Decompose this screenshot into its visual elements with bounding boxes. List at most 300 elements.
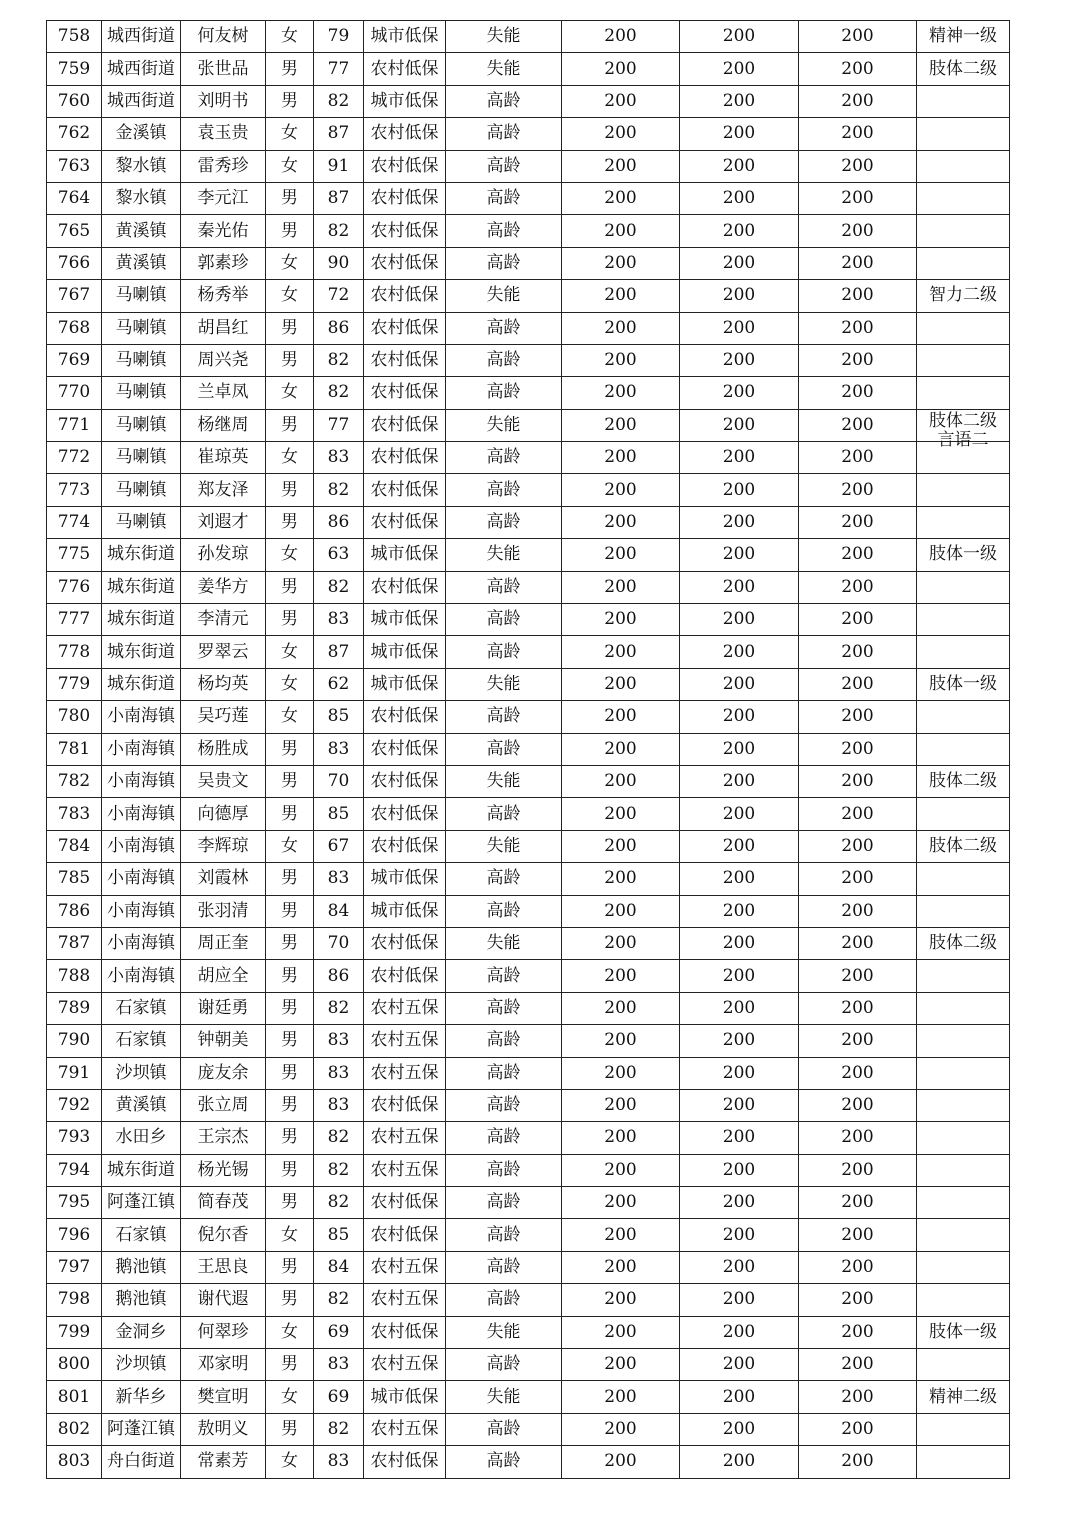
remark-cell: 肢体二级 [917, 927, 1010, 959]
table-row [47, 539, 1010, 571]
category-cell: 高龄 [446, 895, 562, 927]
row-number-cell: 785 [47, 863, 102, 895]
row-number-cell: 792 [47, 1089, 102, 1121]
name-cell: 吴贵文 [181, 765, 266, 797]
category-cell: 高龄 [446, 571, 562, 603]
amount-3-cell: 200 [799, 1446, 917, 1478]
amount-1-cell: 200 [562, 539, 680, 571]
remark-cell [917, 571, 1010, 603]
amount-3-cell: 200 [799, 1316, 917, 1348]
amount-2-cell: 200 [680, 830, 799, 862]
assistance-type-cell: 城市低保 [364, 85, 446, 117]
remark-cell: 肢体一级 [917, 539, 1010, 571]
table-body [47, 21, 1010, 1479]
sex-cell: 女 [266, 539, 314, 571]
amount-2-cell: 200 [680, 1251, 799, 1283]
name-cell: 崔琼英 [181, 442, 266, 474]
table-row [47, 409, 1010, 441]
amount-2-cell: 200 [680, 539, 799, 571]
amount-2-cell: 200 [680, 1284, 799, 1316]
age-cell: 63 [314, 539, 364, 571]
name-cell: 李清元 [181, 604, 266, 636]
area-cell: 黄溪镇 [102, 247, 181, 279]
name-cell: 钟朝美 [181, 1025, 266, 1057]
row-number-cell: 798 [47, 1284, 102, 1316]
amount-3-cell: 200 [799, 960, 917, 992]
assistance-type-cell: 农村低保 [364, 960, 446, 992]
name-cell: 向德厚 [181, 798, 266, 830]
age-cell: 90 [314, 247, 364, 279]
sex-cell: 男 [266, 992, 314, 1024]
amount-1-cell: 200 [562, 21, 680, 53]
category-cell: 高龄 [446, 798, 562, 830]
category-cell: 失能 [446, 280, 562, 312]
sex-cell: 男 [266, 960, 314, 992]
sex-cell: 女 [266, 1316, 314, 1348]
name-cell: 刘遐才 [181, 506, 266, 538]
area-cell: 舟白街道 [102, 1446, 181, 1478]
row-number-cell: 759 [47, 53, 102, 85]
row-number-cell: 783 [47, 798, 102, 830]
row-number-cell: 796 [47, 1219, 102, 1251]
amount-3-cell: 200 [799, 830, 917, 862]
age-cell: 82 [314, 344, 364, 376]
amount-1-cell: 200 [562, 1349, 680, 1381]
assistance-type-cell: 农村五保 [364, 1349, 446, 1381]
table-row [47, 1122, 1010, 1154]
amount-1-cell: 200 [562, 1316, 680, 1348]
amount-2-cell: 200 [680, 247, 799, 279]
assistance-type-cell: 城市低保 [364, 636, 446, 668]
amount-3-cell: 200 [799, 150, 917, 182]
remark-cell [917, 85, 1010, 117]
sex-cell: 男 [266, 798, 314, 830]
row-number-cell: 795 [47, 1187, 102, 1219]
amount-3-cell: 200 [799, 1025, 917, 1057]
remark-cell [917, 215, 1010, 247]
age-cell: 77 [314, 53, 364, 85]
amount-1-cell: 200 [562, 182, 680, 214]
row-number-cell: 786 [47, 895, 102, 927]
age-cell: 82 [314, 377, 364, 409]
table-row [47, 150, 1010, 182]
sex-cell: 男 [266, 1284, 314, 1316]
table-row [47, 636, 1010, 668]
assistance-type-cell: 农村五保 [364, 1413, 446, 1445]
assistance-type-cell: 城市低保 [364, 604, 446, 636]
table-row [47, 312, 1010, 344]
row-number-cell: 762 [47, 118, 102, 150]
area-cell: 石家镇 [102, 1219, 181, 1251]
sex-cell: 男 [266, 733, 314, 765]
area-cell: 阿蓬江镇 [102, 1187, 181, 1219]
assistance-type-cell: 农村低保 [364, 765, 446, 797]
row-number-cell: 788 [47, 960, 102, 992]
amount-2-cell: 200 [680, 1349, 799, 1381]
age-cell: 91 [314, 150, 364, 182]
age-cell: 83 [314, 863, 364, 895]
category-cell: 高龄 [446, 1154, 562, 1186]
assistance-type-cell: 农村低保 [364, 182, 446, 214]
category-cell: 失能 [446, 1381, 562, 1413]
amount-3-cell: 200 [799, 733, 917, 765]
category-cell: 高龄 [446, 1089, 562, 1121]
area-cell: 小南海镇 [102, 927, 181, 959]
remark-cell [917, 1284, 1010, 1316]
amount-2-cell: 200 [680, 85, 799, 117]
table-row [47, 53, 1010, 85]
sex-cell: 女 [266, 150, 314, 182]
sex-cell: 女 [266, 1381, 314, 1413]
row-number-cell: 782 [47, 765, 102, 797]
assistance-type-cell: 农村五保 [364, 1251, 446, 1283]
amount-3-cell: 200 [799, 344, 917, 376]
amount-1-cell: 200 [562, 1122, 680, 1154]
amount-1-cell: 200 [562, 765, 680, 797]
amount-3-cell: 200 [799, 1057, 917, 1089]
remark-cell [917, 474, 1010, 506]
remark-cell [917, 863, 1010, 895]
age-cell: 82 [314, 1122, 364, 1154]
sex-cell: 男 [266, 312, 314, 344]
assistance-type-cell: 农村低保 [364, 830, 446, 862]
table-row [47, 1446, 1010, 1478]
sex-cell: 男 [266, 1154, 314, 1186]
sex-cell: 男 [266, 571, 314, 603]
name-cell: 李元江 [181, 182, 266, 214]
amount-2-cell: 200 [680, 215, 799, 247]
amount-1-cell: 200 [562, 53, 680, 85]
remark-cell: 肢体一级 [917, 1316, 1010, 1348]
age-cell: 70 [314, 927, 364, 959]
name-cell: 简春茂 [181, 1187, 266, 1219]
assistance-type-cell: 农村低保 [364, 280, 446, 312]
amount-1-cell: 200 [562, 1154, 680, 1186]
age-cell: 86 [314, 960, 364, 992]
name-cell: 何友树 [181, 21, 266, 53]
amount-2-cell: 200 [680, 765, 799, 797]
remark-cell [917, 1154, 1010, 1186]
age-cell: 82 [314, 1284, 364, 1316]
name-cell: 胡应全 [181, 960, 266, 992]
amount-1-cell: 200 [562, 571, 680, 603]
age-cell: 82 [314, 85, 364, 117]
name-cell: 谢廷勇 [181, 992, 266, 1024]
category-cell: 高龄 [446, 1413, 562, 1445]
amount-1-cell: 200 [562, 636, 680, 668]
category-cell: 失能 [446, 765, 562, 797]
assistance-type-cell: 农村低保 [364, 798, 446, 830]
age-cell: 83 [314, 1349, 364, 1381]
row-number-cell: 769 [47, 344, 102, 376]
table-row [47, 1219, 1010, 1251]
area-cell: 小南海镇 [102, 798, 181, 830]
amount-2-cell: 200 [680, 960, 799, 992]
amount-3-cell: 200 [799, 53, 917, 85]
sex-cell: 女 [266, 247, 314, 279]
name-cell: 秦光佑 [181, 215, 266, 247]
category-cell: 失能 [446, 21, 562, 53]
name-cell: 罗翠云 [181, 636, 266, 668]
table-row [47, 247, 1010, 279]
amount-2-cell: 200 [680, 1446, 799, 1478]
amount-3-cell: 200 [799, 118, 917, 150]
name-cell: 王宗杰 [181, 1122, 266, 1154]
name-cell: 张世品 [181, 53, 266, 85]
age-cell: 87 [314, 182, 364, 214]
amount-2-cell: 200 [680, 668, 799, 700]
area-cell: 小南海镇 [102, 960, 181, 992]
row-number-cell: 772 [47, 442, 102, 474]
amount-2-cell: 200 [680, 53, 799, 85]
table-row [47, 1349, 1010, 1381]
remark-cell: 智力二级 [917, 280, 1010, 312]
amount-1-cell: 200 [562, 798, 680, 830]
area-cell: 金洞乡 [102, 1316, 181, 1348]
age-cell: 84 [314, 1251, 364, 1283]
sex-cell: 女 [266, 21, 314, 53]
remark-cell [917, 506, 1010, 538]
category-cell: 高龄 [446, 506, 562, 538]
name-cell: 庞友余 [181, 1057, 266, 1089]
area-cell: 黎水镇 [102, 182, 181, 214]
amount-3-cell: 200 [799, 1089, 917, 1121]
remark-cell [917, 312, 1010, 344]
assistance-type-cell: 农村五保 [364, 1122, 446, 1154]
assistance-type-cell: 农村低保 [364, 1316, 446, 1348]
amount-1-cell: 200 [562, 1284, 680, 1316]
table-row [47, 1316, 1010, 1348]
remark-cell: 肢体二级 [917, 765, 1010, 797]
table-row [47, 1381, 1010, 1413]
category-cell: 高龄 [446, 1122, 562, 1154]
category-cell: 高龄 [446, 1187, 562, 1219]
row-number-cell: 775 [47, 539, 102, 571]
area-cell: 马喇镇 [102, 506, 181, 538]
category-cell: 失能 [446, 1316, 562, 1348]
age-cell: 83 [314, 604, 364, 636]
amount-3-cell: 200 [799, 1154, 917, 1186]
area-cell: 沙坝镇 [102, 1349, 181, 1381]
amount-2-cell: 200 [680, 1089, 799, 1121]
amount-3-cell: 200 [799, 474, 917, 506]
table-row [47, 604, 1010, 636]
amount-1-cell: 200 [562, 992, 680, 1024]
amount-1-cell: 200 [562, 85, 680, 117]
area-cell: 城东街道 [102, 668, 181, 700]
remark-cell [917, 1089, 1010, 1121]
sex-cell: 男 [266, 863, 314, 895]
amount-1-cell: 200 [562, 668, 680, 700]
sex-cell: 女 [266, 1219, 314, 1251]
sex-cell: 男 [266, 604, 314, 636]
amount-3-cell: 200 [799, 1413, 917, 1445]
amount-1-cell: 200 [562, 442, 680, 474]
row-number-cell: 801 [47, 1381, 102, 1413]
remark-cell [917, 1219, 1010, 1251]
area-cell: 黄溪镇 [102, 1089, 181, 1121]
assistance-type-cell: 农村低保 [364, 344, 446, 376]
age-cell: 83 [314, 1446, 364, 1478]
table-row [47, 1187, 1010, 1219]
row-number-cell: 779 [47, 668, 102, 700]
name-cell: 杨胜成 [181, 733, 266, 765]
amount-3-cell: 200 [799, 1381, 917, 1413]
category-cell: 失能 [446, 927, 562, 959]
age-cell: 77 [314, 409, 364, 441]
amount-3-cell: 200 [799, 765, 917, 797]
amount-1-cell: 200 [562, 344, 680, 376]
table-row [47, 992, 1010, 1024]
age-cell: 79 [314, 21, 364, 53]
amount-1-cell: 200 [562, 1446, 680, 1478]
assistance-type-cell: 农村低保 [364, 1446, 446, 1478]
amount-1-cell: 200 [562, 377, 680, 409]
age-cell: 82 [314, 474, 364, 506]
row-number-cell: 778 [47, 636, 102, 668]
name-cell: 周正奎 [181, 927, 266, 959]
category-cell: 高龄 [446, 377, 562, 409]
sex-cell: 女 [266, 830, 314, 862]
sex-cell: 男 [266, 85, 314, 117]
assistance-type-cell: 城市低保 [364, 539, 446, 571]
area-cell: 沙坝镇 [102, 1057, 181, 1089]
assistance-type-cell: 农村五保 [364, 1284, 446, 1316]
name-cell: 袁玉贵 [181, 118, 266, 150]
row-number-cell: 774 [47, 506, 102, 538]
sex-cell: 男 [266, 182, 314, 214]
row-number-cell: 763 [47, 150, 102, 182]
amount-2-cell: 200 [680, 506, 799, 538]
remark-cell [917, 150, 1010, 182]
amount-2-cell: 200 [680, 636, 799, 668]
remark-cell: 肢体二级 [917, 53, 1010, 85]
category-cell: 失能 [446, 53, 562, 85]
amount-3-cell: 200 [799, 1349, 917, 1381]
category-cell: 高龄 [446, 1025, 562, 1057]
amount-3-cell: 200 [799, 182, 917, 214]
category-cell: 高龄 [446, 863, 562, 895]
row-number-cell: 789 [47, 992, 102, 1024]
assistance-type-cell: 农村低保 [364, 312, 446, 344]
area-cell: 城西街道 [102, 53, 181, 85]
remark-cell [917, 182, 1010, 214]
age-cell: 84 [314, 895, 364, 927]
remark-cell [917, 701, 1010, 733]
amount-1-cell: 200 [562, 506, 680, 538]
amount-3-cell: 200 [799, 992, 917, 1024]
remark-cell: 肢体二级 [917, 830, 1010, 862]
table-row [47, 765, 1010, 797]
name-cell: 周兴尧 [181, 344, 266, 376]
amount-1-cell: 200 [562, 960, 680, 992]
remark-cell [917, 1122, 1010, 1154]
sex-cell: 男 [266, 344, 314, 376]
remark-cell [917, 409, 1010, 451]
sex-cell: 男 [266, 1251, 314, 1283]
table-row [47, 863, 1010, 895]
amount-2-cell: 200 [680, 21, 799, 53]
row-number-cell: 760 [47, 85, 102, 117]
category-cell: 高龄 [446, 150, 562, 182]
amount-2-cell: 200 [680, 992, 799, 1024]
sex-cell: 男 [266, 215, 314, 247]
name-cell: 常素芳 [181, 1446, 266, 1478]
amount-2-cell: 200 [680, 377, 799, 409]
amount-2-cell: 200 [680, 312, 799, 344]
amount-2-cell: 200 [680, 118, 799, 150]
amount-3-cell: 200 [799, 1219, 917, 1251]
remark-cell [917, 118, 1010, 150]
remark-line-1: 肢体二级 [929, 411, 997, 432]
area-cell: 小南海镇 [102, 733, 181, 765]
assistance-type-cell: 农村五保 [364, 992, 446, 1024]
row-number-cell: 758 [47, 21, 102, 53]
table-row [47, 1089, 1010, 1121]
remark-cell: 肢体一级 [917, 668, 1010, 700]
age-cell: 85 [314, 701, 364, 733]
age-cell: 87 [314, 636, 364, 668]
row-number-cell: 766 [47, 247, 102, 279]
sex-cell: 男 [266, 895, 314, 927]
amount-3-cell: 200 [799, 21, 917, 53]
category-cell: 失能 [446, 668, 562, 700]
assistance-type-cell: 农村低保 [364, 247, 446, 279]
row-number-cell: 781 [47, 733, 102, 765]
table-row [47, 1284, 1010, 1316]
name-cell: 胡昌红 [181, 312, 266, 344]
remark-cell: 精神二级 [917, 1381, 1010, 1413]
remark-cell [917, 1025, 1010, 1057]
name-cell: 杨均英 [181, 668, 266, 700]
amount-1-cell: 200 [562, 863, 680, 895]
amount-2-cell: 200 [680, 1413, 799, 1445]
amount-1-cell: 200 [562, 150, 680, 182]
sex-cell: 女 [266, 377, 314, 409]
row-number-cell: 790 [47, 1025, 102, 1057]
row-number-cell: 791 [47, 1057, 102, 1089]
assistance-type-cell: 农村低保 [364, 409, 446, 441]
age-cell: 67 [314, 830, 364, 862]
assistance-type-cell: 城市低保 [364, 21, 446, 53]
amount-2-cell: 200 [680, 1025, 799, 1057]
remark-cell [917, 1349, 1010, 1381]
assistance-type-cell: 农村低保 [364, 1089, 446, 1121]
category-cell: 失能 [446, 830, 562, 862]
name-cell: 王思良 [181, 1251, 266, 1283]
area-cell: 小南海镇 [102, 701, 181, 733]
area-cell: 石家镇 [102, 1025, 181, 1057]
category-cell: 失能 [446, 409, 562, 441]
table-row [47, 1057, 1010, 1089]
amount-2-cell: 200 [680, 442, 799, 474]
sex-cell: 女 [266, 701, 314, 733]
area-cell: 鹅池镇 [102, 1284, 181, 1316]
name-cell: 杨光锡 [181, 1154, 266, 1186]
sex-cell: 男 [266, 1413, 314, 1445]
assistance-type-cell: 农村低保 [364, 571, 446, 603]
amount-1-cell: 200 [562, 1057, 680, 1089]
area-cell: 小南海镇 [102, 830, 181, 862]
row-number-cell: 771 [47, 409, 102, 441]
name-cell: 吴巧莲 [181, 701, 266, 733]
category-cell: 高龄 [446, 1251, 562, 1283]
row-number-cell: 764 [47, 182, 102, 214]
row-number-cell: 797 [47, 1251, 102, 1283]
sex-cell: 女 [266, 442, 314, 474]
row-number-cell: 767 [47, 280, 102, 312]
category-cell: 高龄 [446, 312, 562, 344]
